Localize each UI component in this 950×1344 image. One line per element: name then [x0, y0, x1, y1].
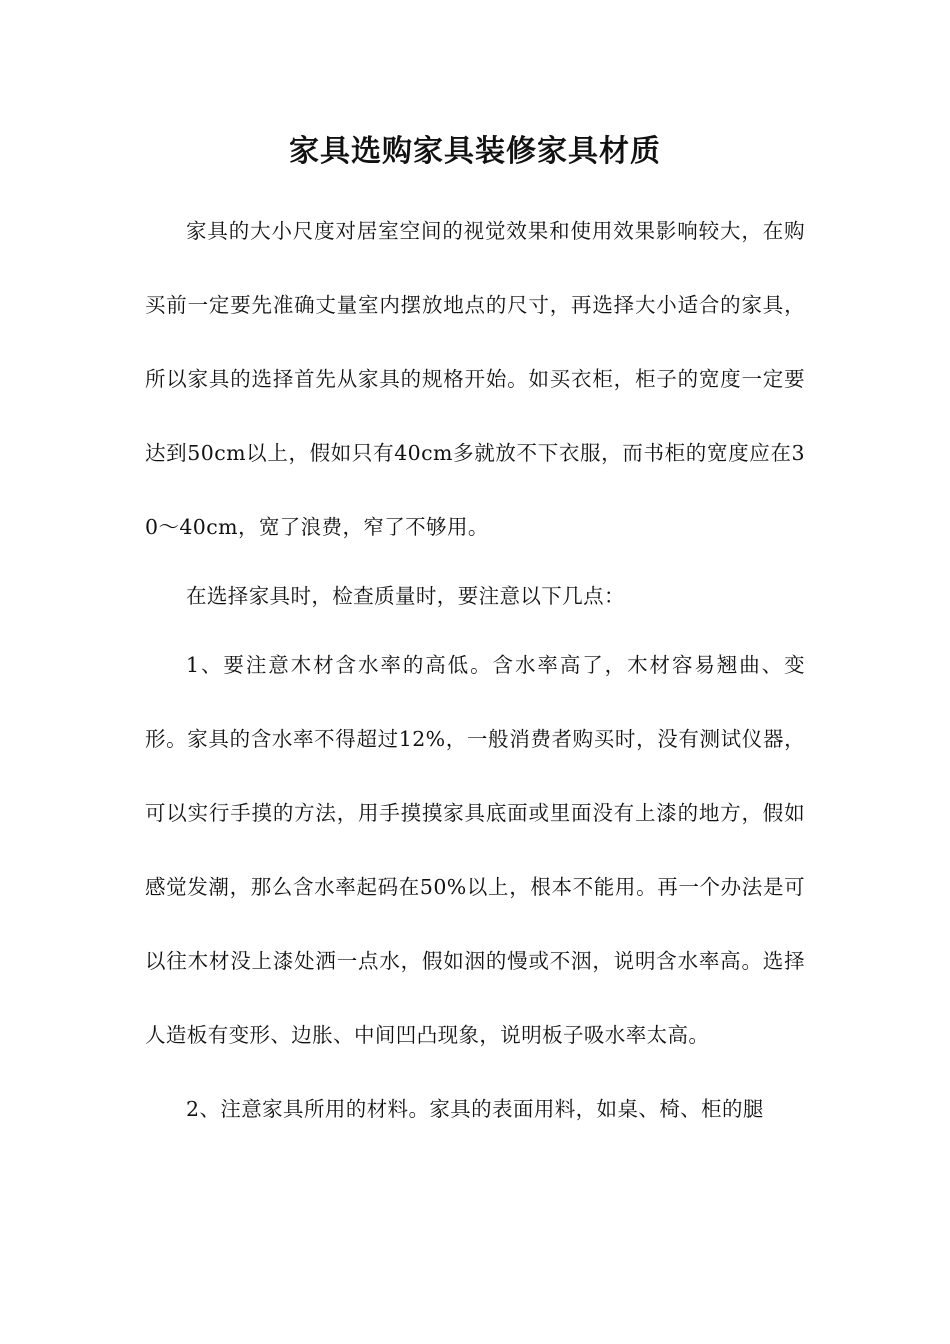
paragraph-size-selection: 家具的大小尺度对居室空间的视觉效果和使用效果影响较大，在购买前一定要先准确丈量室内摆放地点的尺寸，再选择大小适合的家具，所以家具的选择首先从家具的规格开始。如买衣柜，柜子的宽度一定要达到50cm以上，假如只有40cm多就放不下衣服，而书柜的宽度应在30～40cm，宽了浪费，窄了不够用。 [145, 219, 805, 539]
document-body [145, 194, 805, 1146]
paragraph-materials: 2、注意家具所用的材料。家具的表面用料，如桌、椅、柜的腿 [186, 1097, 764, 1121]
document-title: 家具选购家具装修家具材质 [289, 134, 661, 169]
paragraph-quality-check-intro: 在选择家具时，检查质量时，要注意以下几点： [186, 584, 625, 608]
paragraph-moisture-content: 1、要注意木材含水率的高低。含水率高了，木材容易翘曲、变形。家具的含水率不得超过12%，一般消费者购买时，没有测试仪器，可以实行手摸的方法，用手摸摸家具底面或里面没有上漆的地方，假如感觉发潮，那么含水率起码在50%以上，根本不能用。再一个办法是可以往木材没上漆处洒一点水，假如洇的慢或不洇，说明含水率高。选择人造板有变形、边胀、中间凹凸现象，说明板子吸水率太高。 [145, 653, 805, 1047]
